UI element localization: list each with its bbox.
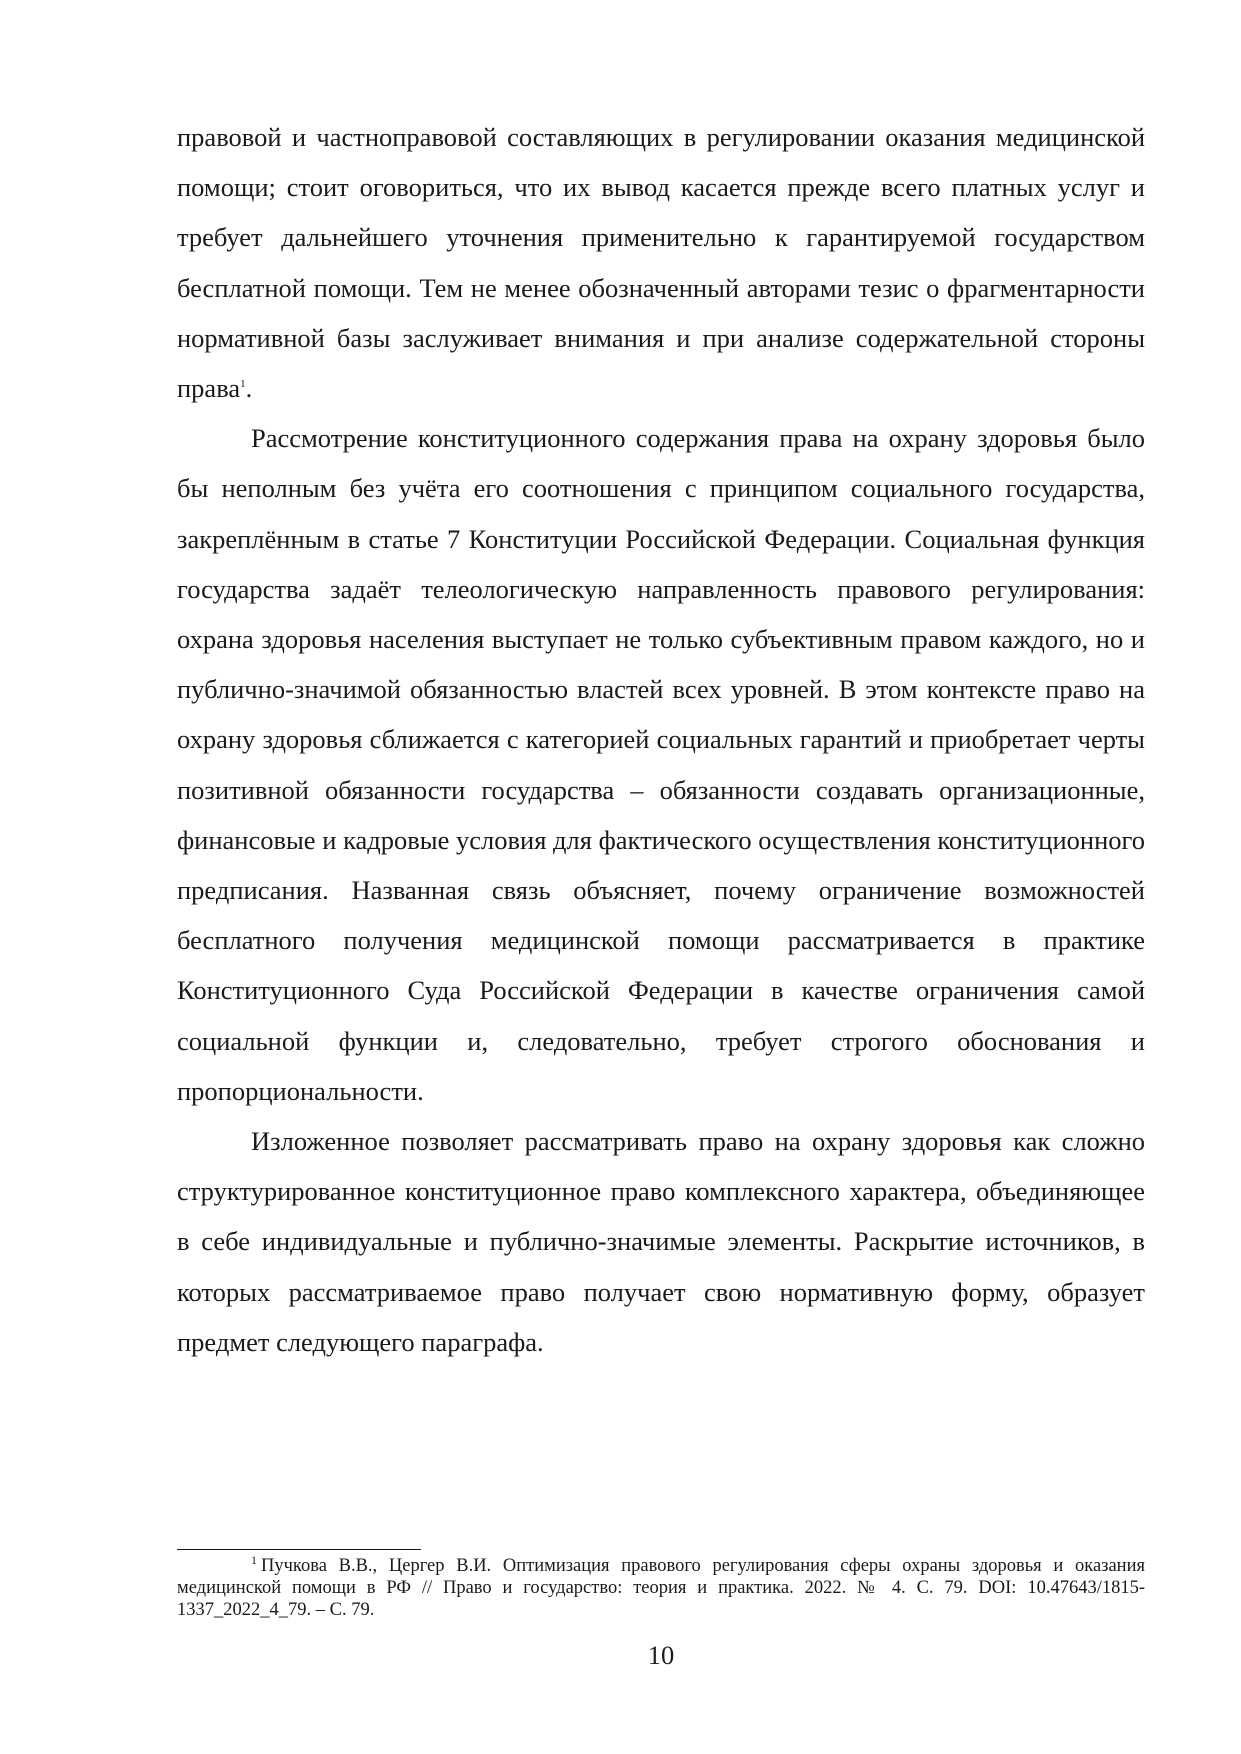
paragraph-3: Изложенное позволяет рассматривать право на охрану здоровья как сложно структурированное конституционное право комплексного характера, объединяющее в себе индивидуальные и публично-значимые элементы. Раскрытие источников, в которых рассматриваемое право получает свою нормативную форму, образует предмет следующего параграфа. <box>177 1126 1145 1357</box>
paragraph-2: Рассмотрение конституционного содержания права на охрану здоровья было бы неполным без учёта его соотношения с принципом социального государства, закреплённым в статье 7 Конституции Российской Федерации. Социальная функция государства задаёт телеологическую направленность правового регулирования: охрана здоровья населения выступает не только субъективным правом каждого, но и публично-значимой обязанностью властей всех уровней. В этом контексте право на охрану здоровья сближается с категорией социальных гарантий и приобретает черты позитивной обязанности государства – обязанности создавать организационные, финансовые и кадровые условия для фактического осуществления конституционного предписания. Названная связь объясняет, почему ограничение возможностей бесплатного получения медицинской помощи рассматривается в практике Конституционного Суда Российской Федерации в качестве ограничения самой социальной функции и, следовательно, требует строгого обоснования и пропорциональности. <box>177 423 1145 1106</box>
page-number: 10 <box>647 1640 675 1670</box>
footnote-number: 1 <box>251 1552 257 1567</box>
paragraph-1-end: . <box>245 373 253 404</box>
footnote-reference[interactable]: 1 <box>240 378 246 391</box>
footnote-text: Пучкова В.В., Цергер В.И. Оптимизация правового регулирования сферы охраны здоровья и оказания медицинской помощи в РФ // Право и государство: теория и практика. 2022. № 4. С. 79. DOI: 10.47643/1815-1337_2022_4_79. – С. 79. <box>177 1556 1145 1620</box>
paragraph-1-text: правовой и частноправовой составляющих в регулировании оказания медицинской помощи; стоит оговориться, что их вывод касается прежде всего платных услуг и требует дальнейшего уточнения применительно к гарантируемой государством бесплатной помощи. Тем не менее обозначенный авторами тезис о фрагментарности нормативной базы заслуживает внимания и при анализе содержательной стороны права <box>177 122 1145 404</box>
footnote-separator <box>177 1549 421 1550</box>
body-text <box>177 112 1145 1367</box>
paragraph-continued <box>177 112 1145 413</box>
footnote <box>177 1552 1145 1621</box>
